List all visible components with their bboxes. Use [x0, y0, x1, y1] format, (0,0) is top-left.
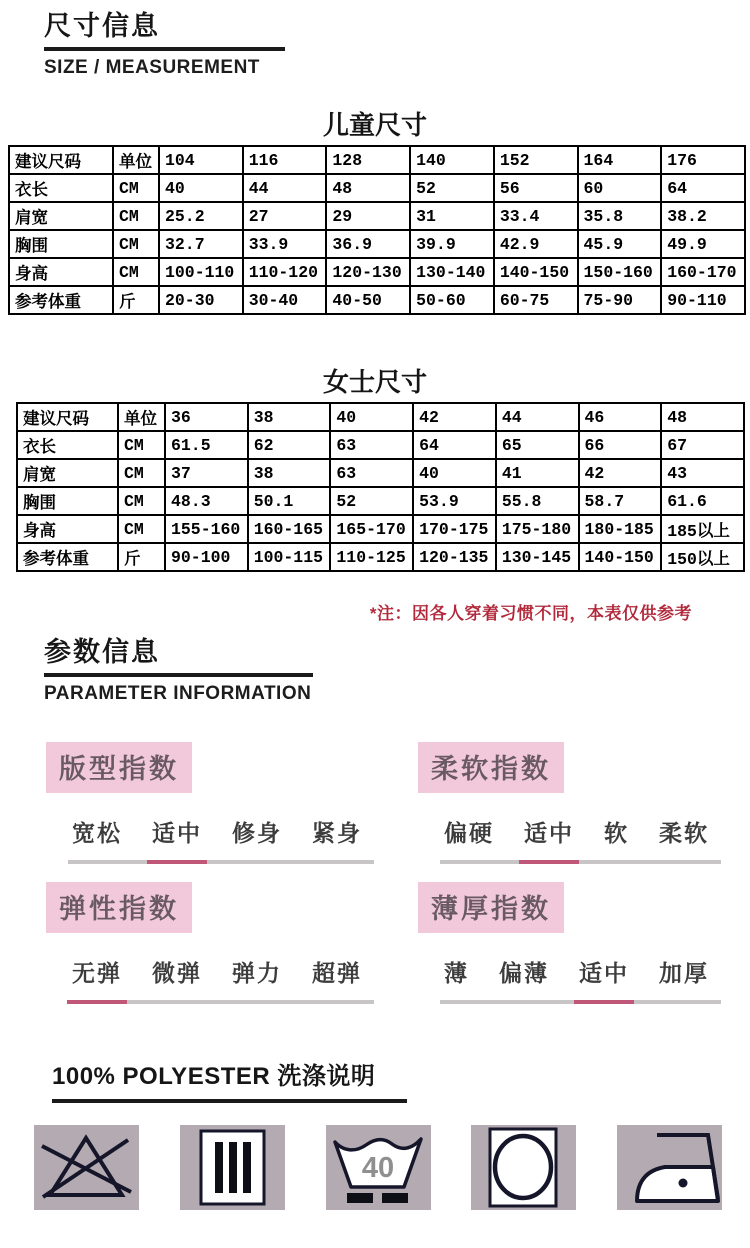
tumble-dry-icon: [471, 1125, 576, 1210]
param-group-2: [46, 882, 376, 1004]
table-cell: 52: [410, 174, 494, 202]
iron-low-icon: [617, 1125, 722, 1210]
table-cell: 140-150: [494, 258, 578, 286]
param-label: 弹性指数: [46, 882, 192, 933]
table-row: [17, 459, 744, 487]
table-cell: 65: [496, 431, 579, 459]
table-cell: 128: [326, 146, 410, 174]
wash-section-header: [52, 1056, 750, 1103]
table-cell: 58.7: [579, 487, 662, 515]
table-cell: 66: [579, 431, 662, 459]
table-cell: 155-160: [165, 515, 248, 543]
table-cell: 38: [248, 459, 331, 487]
table-cell: 40: [159, 174, 243, 202]
table-row: [9, 202, 745, 230]
table-cell: 50.1: [248, 487, 331, 515]
table-cell: 肩宽: [17, 459, 118, 487]
param-option: 超弹: [312, 960, 362, 986]
kids-table-title: 儿童尺寸: [322, 110, 427, 140]
table-cell: 40: [413, 459, 496, 487]
table-cell: 63: [330, 431, 413, 459]
param-group-3: [418, 882, 748, 1004]
table-cell: 110-120: [243, 258, 327, 286]
women-table-title: 女士尺寸: [322, 367, 427, 397]
table-cell: 参考体重: [9, 286, 113, 314]
table-cell: CM: [118, 515, 165, 543]
table-cell: 90-110: [661, 286, 745, 314]
table-cell: 60: [578, 174, 662, 202]
table-cell: 49.9: [661, 230, 745, 258]
table-row: [17, 487, 744, 515]
table-cell: 176: [661, 146, 745, 174]
table-cell: 164: [578, 146, 662, 174]
table-cell: 175-180: [496, 515, 579, 543]
table-cell: 61.5: [165, 431, 248, 459]
table-cell: 45.9: [578, 230, 662, 258]
table-cell: CM: [118, 487, 165, 515]
param-option: 薄: [444, 960, 469, 986]
table-cell: 斤: [118, 543, 165, 571]
param-option: 弹力: [232, 960, 282, 986]
param-title-underline: [44, 673, 313, 677]
table-row: [9, 286, 745, 314]
table-cell: 185以上: [661, 515, 744, 543]
table-cell: 53.9: [413, 487, 496, 515]
table-cell: 62: [248, 431, 331, 459]
table-cell: 150-160: [578, 258, 662, 286]
table-cell: 67: [661, 431, 744, 459]
table-cell: 140: [410, 146, 494, 174]
table-row: [9, 230, 745, 258]
table-cell: 建议尺码: [9, 146, 113, 174]
size-title-underline: [44, 47, 285, 51]
size-title-cn: 尺寸信息: [44, 11, 160, 41]
size-title-en: SIZE / MEASUREMENT: [44, 57, 260, 78]
wash-temp-label: 40: [361, 1152, 394, 1184]
param-section-header: [0, 634, 750, 706]
param-title-cn: 参数信息: [44, 637, 160, 667]
table-cell: 41: [496, 459, 579, 487]
table-cell: 100-115: [248, 543, 331, 571]
table-cell: 55.8: [496, 487, 579, 515]
param-option: 偏薄: [499, 960, 549, 986]
table-cell: 43: [661, 459, 744, 487]
param-label: 薄厚指数: [418, 882, 564, 933]
table-cell: 75-90: [578, 286, 662, 314]
kids-table-body: [9, 146, 745, 314]
wash-40-gentle-icon: [326, 1125, 431, 1210]
table-cell: 38.2: [661, 202, 745, 230]
table-header-row: [9, 146, 745, 174]
women-size-table: [16, 402, 745, 572]
table-cell: 42.9: [494, 230, 578, 258]
table-cell: CM: [118, 459, 165, 487]
param-option: 偏硬: [444, 820, 494, 846]
table-cell: 48.3: [165, 487, 248, 515]
table-cell: CM: [113, 174, 159, 202]
table-cell: 42: [413, 403, 496, 431]
param-title-en: PARAMETER INFORMATION: [44, 683, 312, 704]
param-option: 加厚: [659, 960, 709, 986]
table-cell: 身高: [9, 258, 113, 286]
table-cell: CM: [113, 230, 159, 258]
table-cell: 33.9: [243, 230, 327, 258]
param-option: 软: [604, 820, 629, 846]
table-cell: 30-40: [243, 286, 327, 314]
table-cell: 40: [330, 403, 413, 431]
table-cell: 100-110: [159, 258, 243, 286]
param-option-selected: 无弹: [72, 955, 122, 988]
women-table-body: [17, 403, 744, 571]
table-cell: 116: [243, 146, 327, 174]
table-cell: 44: [243, 174, 327, 202]
table-cell: 肩宽: [9, 202, 113, 230]
param-option: 宽松: [72, 820, 122, 846]
kids-size-table: [8, 145, 746, 315]
table-cell: 44: [496, 403, 579, 431]
table-cell: 胸围: [9, 230, 113, 258]
table-header-row: [17, 403, 744, 431]
table-cell: 衣长: [17, 431, 118, 459]
table-cell: 33.4: [494, 202, 578, 230]
table-cell: 64: [413, 431, 496, 459]
drip-dry-icon: [180, 1125, 285, 1210]
table-cell: 37: [165, 459, 248, 487]
param-label: 柔软指数: [418, 742, 564, 793]
table-cell: 建议尺码: [17, 403, 118, 431]
table-cell: 36: [165, 403, 248, 431]
parameter-groups: [46, 742, 750, 1004]
table-cell: CM: [113, 258, 159, 286]
table-cell: CM: [118, 431, 165, 459]
table-row: [17, 543, 744, 571]
table-cell: 39.9: [410, 230, 494, 258]
param-option-selected: 适中: [152, 815, 202, 848]
table-cell: 46: [579, 403, 662, 431]
table-cell: 52: [330, 487, 413, 515]
table-cell: 152: [494, 146, 578, 174]
table-cell: 165-170: [330, 515, 413, 543]
param-option: 紧身: [312, 820, 362, 846]
table-cell: 48: [661, 403, 744, 431]
table-cell: 20-30: [159, 286, 243, 314]
param-option: 微弹: [152, 960, 202, 986]
table-cell: 25.2: [159, 202, 243, 230]
param-option-selected: 适中: [524, 815, 574, 848]
param-option: 柔软: [659, 820, 709, 846]
param-group-1: [418, 742, 748, 864]
param-options-scale: [68, 955, 374, 1004]
care-icons-row: [34, 1125, 722, 1210]
table-cell: 32.7: [159, 230, 243, 258]
table-cell: 身高: [17, 515, 118, 543]
table-cell: CM: [113, 202, 159, 230]
table-cell: 36.9: [326, 230, 410, 258]
table-cell: 63: [330, 459, 413, 487]
do-not-bleach-icon: [34, 1125, 139, 1210]
table-cell: 56: [494, 174, 578, 202]
table-cell: 48: [326, 174, 410, 202]
wash-title: 100% POLYESTER 洗涤说明: [52, 1063, 376, 1090]
table-cell: 90-100: [165, 543, 248, 571]
table-cell: 40-50: [326, 286, 410, 314]
table-cell: 衣长: [9, 174, 113, 202]
table-cell: 160-170: [661, 258, 745, 286]
table-cell: 38: [248, 403, 331, 431]
table-cell: 160-165: [248, 515, 331, 543]
size-note: *注：因各人穿着习惯不同，本表仅供参考: [369, 604, 692, 623]
size-section-header: [0, 8, 750, 80]
param-options-scale: [440, 955, 721, 1004]
table-cell: 29: [326, 202, 410, 230]
table-row: [9, 258, 745, 286]
table-cell: 60-75: [494, 286, 578, 314]
table-cell: 120-130: [326, 258, 410, 286]
table-cell: 单位: [118, 403, 165, 431]
table-cell: 140-150: [579, 543, 662, 571]
table-cell: 120-135: [413, 543, 496, 571]
param-options-scale: [440, 815, 721, 864]
table-cell: 104: [159, 146, 243, 174]
table-cell: 150以上: [661, 543, 744, 571]
table-cell: 42: [579, 459, 662, 487]
table-cell: 斤: [113, 286, 159, 314]
table-cell: 胸围: [17, 487, 118, 515]
table-row: [9, 174, 745, 202]
table-cell: 35.8: [578, 202, 662, 230]
table-cell: 61.6: [661, 487, 744, 515]
table-cell: 参考体重: [17, 543, 118, 571]
table-cell: 27: [243, 202, 327, 230]
table-cell: 180-185: [579, 515, 662, 543]
table-row: [17, 515, 744, 543]
param-options-scale: [68, 815, 374, 864]
table-cell: 31: [410, 202, 494, 230]
table-row: [17, 431, 744, 459]
table-cell: 110-125: [330, 543, 413, 571]
table-cell: 单位: [113, 146, 159, 174]
param-option-selected: 适中: [579, 955, 629, 988]
table-cell: 50-60: [410, 286, 494, 314]
table-cell: 130-140: [410, 258, 494, 286]
wash-title-underline: [52, 1099, 407, 1103]
table-cell: 130-145: [496, 543, 579, 571]
param-group-0: [46, 742, 376, 864]
param-option: 修身: [232, 820, 282, 846]
table-cell: 170-175: [413, 515, 496, 543]
table-cell: 64: [661, 174, 745, 202]
param-label: 版型指数: [46, 742, 192, 793]
